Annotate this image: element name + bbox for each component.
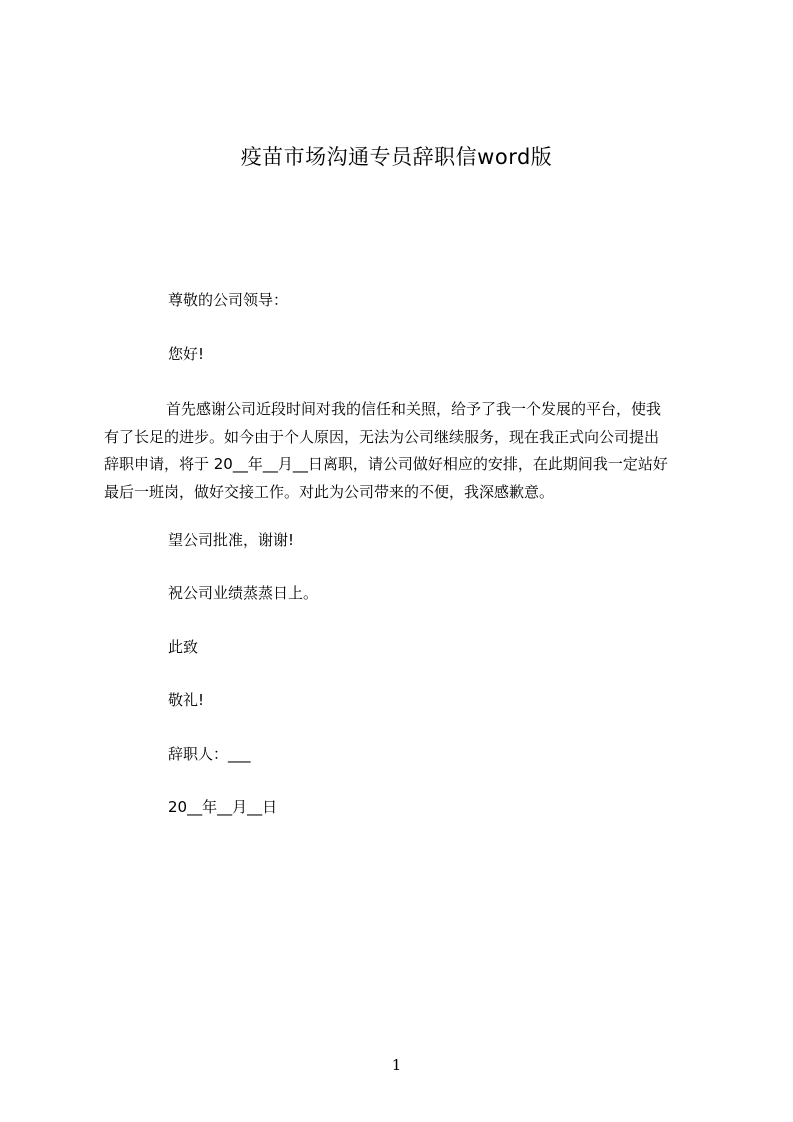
page-number: 1: [391, 1056, 402, 1074]
document-title: 疫苗市场沟通专员辞职信word版: [240, 145, 553, 169]
body-line: 首先感谢公司近段时间对我的信任和关照，给予了我一个发展的平台，使我: [166, 400, 662, 418]
body-line: 有了长足的进步。如今由于个人原因，无法为公司继续服务，现在我正式向公司提出: [104, 427, 660, 446]
body-line: 最后一班岗，做好交接工作。对此为公司带来的不便，我深感歉意。: [104, 482, 555, 501]
body-line: 辞职申请，将于 20__年__月__日离职，请公司做好相应的安排，在此期间我一定站好: [104, 455, 668, 473]
date-line: 20__年__月__日: [168, 798, 278, 816]
salutation: 尊敬的公司领导：: [168, 291, 289, 309]
closing-line-1: 此致: [168, 638, 199, 656]
request-line: 望公司批准，谢谢!: [168, 531, 295, 549]
wish-line: 祝公司业绩蒸蒸日上。: [168, 584, 319, 602]
body-paragraph: [104, 396, 700, 506]
closing-line-2: 敬礼!: [168, 691, 205, 709]
greeting: 您好!: [168, 345, 205, 363]
signature-line: 辞职人：___: [168, 745, 251, 763]
